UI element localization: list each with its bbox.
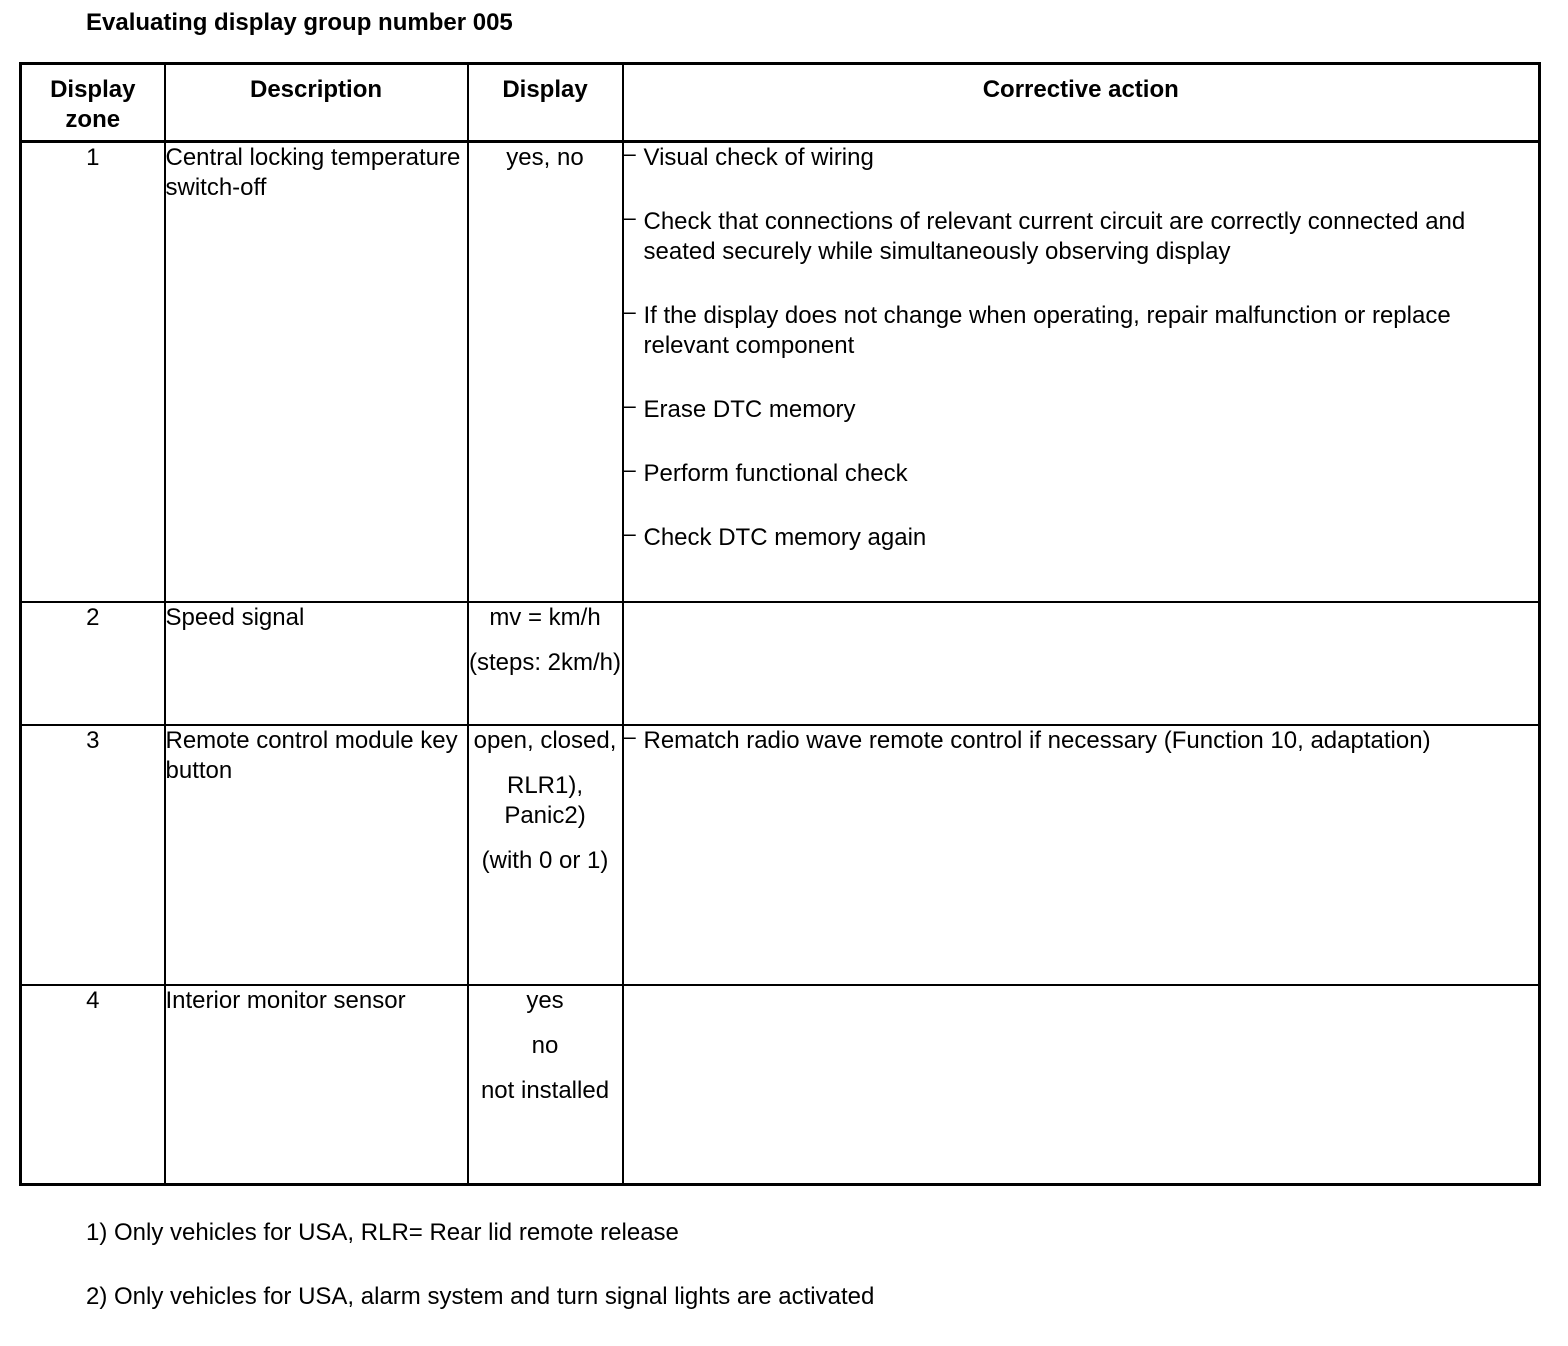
dash-bullet: –	[623, 457, 636, 482]
list-item	[624, 395, 1539, 425]
list-item	[624, 207, 1539, 267]
list-item	[623, 723, 1539, 756]
display-value: not installed	[480, 1076, 610, 1104]
action-text: Visual check of wiring	[643, 144, 874, 171]
cell-zone: 1	[21, 142, 165, 602]
action-text: Perform functional check	[643, 460, 908, 487]
action-text: Check that connections of relevant current circuit are correctly connected and seated securely while simultaneously observing display	[643, 208, 1466, 265]
display-value: RLR1), Panic2)	[504, 771, 586, 829]
cell-zone: 3	[21, 725, 165, 985]
display-value: yes, no	[506, 144, 584, 171]
dash-bullet: –	[623, 205, 636, 230]
page-title: Evaluating display group number 005	[86, 9, 513, 36]
action-text: If the display does not change when operating, repair malfunction or replace relevant component	[643, 302, 1451, 359]
header-display: Display	[468, 64, 623, 142]
cell-corrective-action	[623, 142, 1540, 602]
cell-display	[468, 602, 623, 725]
cell-description: Interior monitor sensor	[165, 985, 468, 1185]
display-value: yes	[526, 986, 564, 1014]
table-row	[21, 142, 1540, 602]
cell-display	[468, 725, 623, 985]
table-header-row	[21, 64, 1540, 142]
action-list	[623, 723, 1539, 756]
cell-description: Central locking temperature switch-off	[165, 142, 468, 602]
list-item	[624, 459, 1539, 489]
cell-corrective-action	[623, 725, 1540, 985]
cell-display	[468, 142, 623, 602]
list-item	[624, 301, 1539, 361]
cell-zone: 2	[21, 602, 165, 725]
table-row	[21, 985, 1540, 1185]
footnote-2: 2) Only vehicles for USA, alarm system and turn signal lights are activated	[86, 1283, 875, 1310]
header-description: Description	[165, 64, 468, 142]
action-list	[624, 143, 1539, 553]
cell-display	[468, 985, 623, 1185]
list-item	[624, 523, 1539, 553]
footnote-1: 1) Only vehicles for USA, RLR= Rear lid remote release	[86, 1219, 679, 1246]
display-group-table	[19, 62, 1541, 1186]
display-value: (with 0 or 1)	[481, 846, 609, 874]
action-text: Erase DTC memory	[643, 396, 856, 423]
action-text: Rematch radio wave remote control if necessary (Function 10, adaptation)	[643, 726, 1431, 754]
cell-corrective-action	[623, 985, 1540, 1185]
display-value: (steps: 2km/h)	[468, 648, 622, 676]
cell-description: Speed signal	[165, 602, 468, 725]
dash-bullet: –	[623, 723, 636, 749]
header-corrective-action: Corrective action	[623, 64, 1540, 142]
display-value: no	[531, 1031, 559, 1059]
footnotes	[86, 1218, 874, 1346]
table-row	[21, 602, 1540, 725]
display-value: open, closed,	[473, 726, 617, 754]
cell-corrective-action	[623, 602, 1540, 725]
header-display-zone: Display zone	[21, 64, 165, 142]
cell-description: Remote control module key button	[165, 725, 468, 985]
dash-bullet: –	[623, 299, 636, 324]
cell-zone: 4	[21, 985, 165, 1185]
dash-bullet: –	[623, 521, 636, 546]
dash-bullet: –	[623, 393, 636, 418]
table-row	[21, 725, 1540, 985]
list-item	[624, 143, 1539, 173]
dash-bullet: –	[623, 141, 636, 166]
action-text: Check DTC memory again	[643, 524, 927, 551]
display-value: mv = km/h	[489, 603, 601, 631]
